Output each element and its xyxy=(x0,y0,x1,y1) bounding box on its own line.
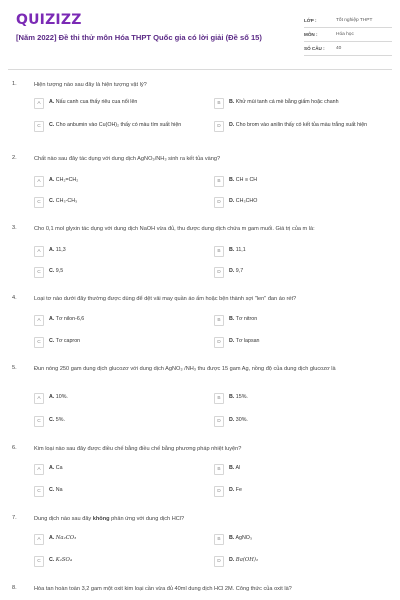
meta-row-subject xyxy=(304,28,392,42)
question-number: 4. xyxy=(12,295,17,301)
question-text: Dung dịch nào sau đây không phản ứng với dung dịch HCl? xyxy=(34,516,185,522)
option-letter-box: C xyxy=(34,267,44,278)
question-number: 7. xyxy=(12,515,17,521)
option-letter-box: A xyxy=(34,246,44,257)
question-number: 3. xyxy=(12,225,17,231)
option-letter-box: A xyxy=(34,315,44,326)
option-b[interactable] xyxy=(214,315,384,327)
option-letter-box: D xyxy=(214,556,224,567)
option-d[interactable] xyxy=(214,486,384,498)
option-b[interactable] xyxy=(214,464,384,476)
option-letter-box: A xyxy=(34,464,44,475)
question-text: Loại tơ nào dưới đây thường được dùng để dệt vải may quần áo ấm hoặc bện thành sợi "len" đan áo rét? xyxy=(34,296,297,302)
meta-row-count xyxy=(304,42,392,56)
option-letter-box: D xyxy=(214,121,224,132)
option-text: D. CH₃CHO xyxy=(229,198,258,204)
option-letter-box: C xyxy=(34,486,44,497)
option-text: B. AgNO₃ xyxy=(229,535,253,541)
option-letter-box: A xyxy=(34,393,44,404)
option-b[interactable] xyxy=(214,176,384,188)
worksheet-meta xyxy=(304,14,392,56)
option-letter-box: C xyxy=(34,197,44,208)
option-letter-box: B xyxy=(214,176,224,187)
option-letter-box: D xyxy=(214,416,224,427)
question-text: Đun nóng 250 gam dung dịch glucozơ với dung dịch AgNO₃ /NH₃ thu được 15 gam Ag, nồng độ của dung dịch glucozơ là xyxy=(34,366,336,372)
question-number: 6. xyxy=(12,445,17,451)
option-text: D. Ba(OH)₂ xyxy=(229,557,259,563)
option-text: C. CH₃-CH₃ xyxy=(49,198,78,204)
option-letter-box: A xyxy=(34,534,44,545)
option-letter-box: B xyxy=(214,315,224,326)
question-text: Hòa tan hoàn toàn 3,2 gam một oxit kim loại cần vừa đủ 40ml dung dịch HCl 2M. Công thức của oxit là? xyxy=(34,586,292,592)
option-a[interactable] xyxy=(34,246,204,258)
option-text: A. 10%. xyxy=(49,394,68,400)
option-text: D. Tơ lapsan xyxy=(229,338,260,344)
option-d[interactable] xyxy=(214,121,384,133)
header-divider xyxy=(8,69,392,70)
meta-label: SỐ CÂU : xyxy=(304,46,325,51)
question-text: Chất nào sau đây tác dụng với dung dịch AgNO₃/NH₃ sinh ra kết tủa vàng? xyxy=(34,156,221,162)
option-text: B. 11,1 xyxy=(229,247,246,253)
worksheet-title: [Năm 2022] Đề thi thử môn Hóa THPT Quốc gia có lời giải (Đề số 15) xyxy=(16,33,262,42)
option-text: B. CH ≡ CH xyxy=(229,177,258,183)
option-letter-box: A xyxy=(34,176,44,187)
option-c[interactable] xyxy=(34,121,204,133)
option-a[interactable] xyxy=(34,393,204,405)
option-letter-box: D xyxy=(214,486,224,497)
option-text: A. 11,3 xyxy=(49,247,66,253)
option-a[interactable] xyxy=(34,464,204,476)
option-d[interactable] xyxy=(214,197,384,209)
option-letter-box: B xyxy=(214,464,224,475)
meta-value: Hóa học xyxy=(336,32,354,37)
option-d[interactable] xyxy=(214,416,384,428)
option-text: B. Tơ nitron xyxy=(229,316,258,322)
option-text: C. 5%. xyxy=(49,417,65,423)
option-letter-box: B xyxy=(214,246,224,257)
option-text: A. CH₂=CH₂ xyxy=(49,177,79,183)
option-text: B. 15%. xyxy=(229,394,248,400)
option-text: C. 9,5 xyxy=(49,268,64,274)
quizizz-logo: QUIZIZZ xyxy=(16,12,82,28)
option-letter-box: B xyxy=(214,393,224,404)
question-number: 5. xyxy=(12,365,17,371)
option-text: A. Ca xyxy=(49,465,63,471)
option-text: D. 30%. xyxy=(229,417,248,423)
option-text: B. Khử mùi tanh cá mè bằng giấm hoặc chanh xyxy=(229,99,339,105)
option-b[interactable] xyxy=(214,393,384,405)
option-letter-box: B xyxy=(214,534,224,545)
meta-label: MÔN : xyxy=(304,32,318,37)
option-c[interactable] xyxy=(34,486,204,498)
option-b[interactable] xyxy=(214,98,384,110)
option-text: C. Na xyxy=(49,487,63,493)
worksheet-header xyxy=(0,0,400,70)
option-d[interactable] xyxy=(214,337,384,349)
option-text: A. Tơ nilon-6,6 xyxy=(49,316,85,322)
question-number: 1. xyxy=(12,81,17,87)
option-a[interactable] xyxy=(34,534,204,546)
option-c[interactable] xyxy=(34,337,204,349)
option-b[interactable] xyxy=(214,534,384,546)
option-text: D. Cho brom vào anilin thấy có kết tủa màu trắng xuất hiện xyxy=(229,122,368,128)
option-c[interactable] xyxy=(34,556,204,568)
option-text: D. 9,7 xyxy=(229,268,244,274)
option-letter-box: C xyxy=(34,337,44,348)
option-letter-box: D xyxy=(214,197,224,208)
option-c[interactable] xyxy=(34,197,204,209)
option-letter-box: A xyxy=(34,98,44,109)
option-d[interactable] xyxy=(214,556,384,568)
question-number: 2. xyxy=(12,155,17,161)
option-text: C. Tơ capron xyxy=(49,338,81,344)
option-text: A. Na₂CO₃ xyxy=(49,535,77,541)
option-letter-box: C xyxy=(34,121,44,132)
meta-value: 40 xyxy=(336,46,342,51)
question-number: 8. xyxy=(12,585,17,591)
meta-label: LỚP : xyxy=(304,18,317,23)
question-text: Cho 0,1 mol glyxin tác dụng với dung dịch NaOH vừa đủ, thu được dung dịch chứa m gam muối. Giá trị của m là: xyxy=(34,226,315,232)
option-letter-box: C xyxy=(34,556,44,567)
option-letter-box: B xyxy=(214,98,224,109)
question-text: Hiện tượng nào sau đây là hiện tượng vật lý? xyxy=(34,82,147,88)
option-a[interactable] xyxy=(34,98,204,110)
option-c[interactable] xyxy=(34,416,204,428)
emphasis-not: không xyxy=(92,516,110,522)
option-text: B. Al xyxy=(229,465,241,471)
option-text: A. Nấu canh cua thấy riêu cua nổi lên xyxy=(49,99,138,105)
option-a[interactable] xyxy=(34,176,204,188)
option-text: C. K₂SO₄ xyxy=(49,557,72,563)
option-a[interactable] xyxy=(34,315,204,327)
option-c[interactable] xyxy=(34,267,204,279)
option-b[interactable] xyxy=(214,246,384,258)
option-letter-box: D xyxy=(214,337,224,348)
option-d[interactable] xyxy=(214,267,384,279)
option-text: C. Cho anbumin vào Cu(OH)₂ thấy có màu tím xuất hiện xyxy=(49,122,182,128)
option-text: D. Fe xyxy=(229,487,242,493)
meta-value: Tốt nghiệp THPT xyxy=(336,18,373,23)
meta-row-class xyxy=(304,14,392,28)
option-letter-box: C xyxy=(34,416,44,427)
question-text: Kim loại nào sau đây được điều chế bằng điều chế bằng phương pháp nhiệt luyện? xyxy=(34,446,242,452)
option-letter-box: D xyxy=(214,267,224,278)
